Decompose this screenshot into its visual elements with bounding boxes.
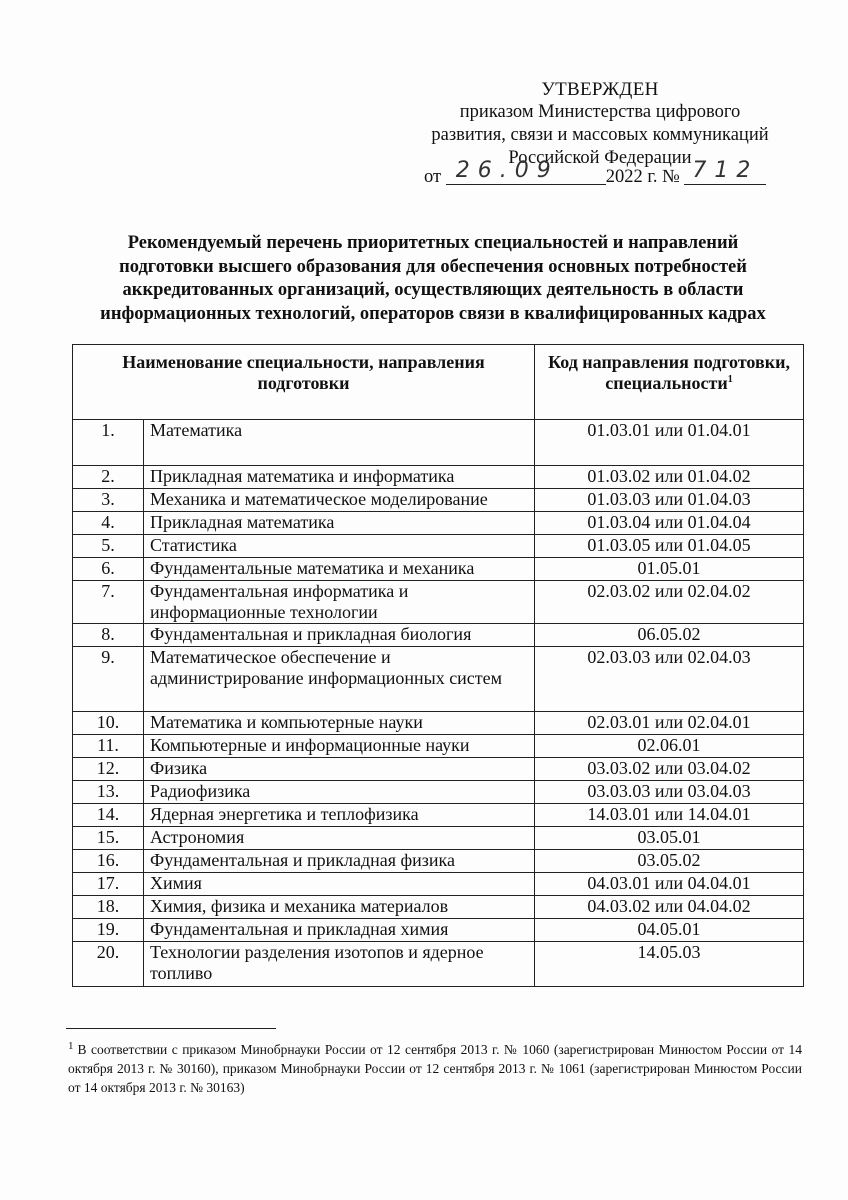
row-number: 3. bbox=[73, 489, 144, 512]
footnote-text: В соответствии с приказом Минобрнауки России от 12 сентября 2013 г. № 1060 (зарегистрирован Минюстом России от 14 октября 2013 г. № 30160), приказом Минобрнауки России от 12 сентября 2013 г. № 1061 (зарегистрирован Минюстом России от 14 октября 2013 г. № 30163) bbox=[68, 1042, 802, 1095]
footnote bbox=[68, 1040, 802, 1097]
table-row bbox=[73, 873, 804, 896]
specialty-code: 14.03.01 или 14.04.01 bbox=[535, 804, 804, 827]
table-row bbox=[73, 558, 804, 581]
table-row bbox=[73, 735, 804, 758]
specialty-name: Прикладная математика bbox=[144, 512, 535, 535]
specialty-code: 03.05.02 bbox=[535, 850, 804, 873]
table-row bbox=[73, 512, 804, 535]
row-number: 10. bbox=[73, 712, 144, 735]
specialty-name: Ядерная энергетика и теплофизика bbox=[144, 804, 535, 827]
specialty-name: Астрономия bbox=[144, 827, 535, 850]
specialty-code: 01.03.04 или 01.04.04 bbox=[535, 512, 804, 535]
table-row bbox=[73, 896, 804, 919]
date-prefix: от bbox=[424, 167, 442, 187]
title-line: подготовки высшего образования для обеспечения основных потребностей bbox=[119, 256, 747, 277]
row-number: 7. bbox=[73, 581, 144, 624]
row-number: 17. bbox=[73, 873, 144, 896]
row-number: 2. bbox=[73, 466, 144, 489]
specialty-name: Технологии разделения изотопов и ядерное топливо bbox=[144, 942, 535, 987]
table-row bbox=[73, 712, 804, 735]
table-row bbox=[73, 827, 804, 850]
specialty-name: Математика bbox=[144, 420, 535, 466]
header-name-text: Наименование специальности, направления подготовки bbox=[122, 352, 485, 393]
handwritten-number: 712 bbox=[692, 158, 759, 183]
row-number: 1. bbox=[73, 420, 144, 466]
specialty-name: Фундаментальная и прикладная физика bbox=[144, 850, 535, 873]
row-number: 9. bbox=[73, 647, 144, 712]
row-number: 6. bbox=[73, 558, 144, 581]
table-row bbox=[73, 758, 804, 781]
table-row bbox=[73, 624, 804, 647]
row-number: 8. bbox=[73, 624, 144, 647]
header-code-footnote-marker: 1 bbox=[727, 374, 733, 385]
footnote-marker: 1 bbox=[68, 1039, 74, 1052]
specialty-name: Химия, физика и механика материалов bbox=[144, 896, 535, 919]
row-number: 16. bbox=[73, 850, 144, 873]
row-number: 12. bbox=[73, 758, 144, 781]
row-number: 4. bbox=[73, 512, 144, 535]
table-row bbox=[73, 804, 804, 827]
title-line: информационных технологий, операторов связи в квалифицированных кадрах bbox=[100, 303, 766, 324]
header-code-cell bbox=[535, 345, 804, 420]
table-row bbox=[73, 781, 804, 804]
specialty-code: 02.03.03 или 02.04.03 bbox=[535, 647, 804, 712]
approval-title: УТВЕРЖДЕН bbox=[541, 79, 659, 100]
table-row bbox=[73, 489, 804, 512]
specialty-code: 02.06.01 bbox=[535, 735, 804, 758]
table-row bbox=[73, 850, 804, 873]
specialty-code: 04.03.02 или 04.04.02 bbox=[535, 896, 804, 919]
specialty-code: 14.05.03 bbox=[535, 942, 804, 987]
specialty-name: Фундаментальная и прикладная химия bbox=[144, 919, 535, 942]
specialty-name: Математическое обеспечение и администрирование информационных систем bbox=[144, 647, 535, 712]
specialty-name: Фундаментальная информатика и информационные технологии bbox=[144, 581, 535, 624]
table-row bbox=[73, 919, 804, 942]
specialty-code: 01.05.01 bbox=[535, 558, 804, 581]
row-number: 18. bbox=[73, 896, 144, 919]
handwritten-date: 26.09 bbox=[455, 158, 559, 183]
specialty-code: 03.03.02 или 03.04.02 bbox=[535, 758, 804, 781]
specialty-code: 06.05.02 bbox=[535, 624, 804, 647]
title-line: аккредитованных организаций, осуществляющих деятельность в области bbox=[122, 280, 744, 300]
row-number: 20. bbox=[73, 942, 144, 987]
specialty-name: Фундаментальные математика и механика bbox=[144, 558, 535, 581]
specialty-code: 02.03.01 или 02.04.01 bbox=[535, 712, 804, 735]
row-number: 13. bbox=[73, 781, 144, 804]
header-name-cell bbox=[73, 345, 535, 420]
header-code-text: Код направления подготовки, специальности bbox=[548, 352, 790, 393]
specialty-code: 01.03.05 или 01.04.05 bbox=[535, 535, 804, 558]
document-title bbox=[60, 232, 806, 326]
specialties-table bbox=[72, 344, 804, 987]
specialty-name: Химия bbox=[144, 873, 535, 896]
number-blank bbox=[684, 158, 766, 185]
table-row bbox=[73, 647, 804, 712]
specialty-name: Компьютерные и информационные науки bbox=[144, 735, 535, 758]
row-number: 11. bbox=[73, 735, 144, 758]
specialty-code: 04.05.01 bbox=[535, 919, 804, 942]
row-number: 5. bbox=[73, 535, 144, 558]
specialty-code: 01.03.02 или 01.04.02 bbox=[535, 466, 804, 489]
row-number: 14. bbox=[73, 804, 144, 827]
table-header-row bbox=[73, 345, 804, 420]
specialty-name: Фундаментальная и прикладная биология bbox=[144, 624, 535, 647]
table-row bbox=[73, 466, 804, 489]
row-number: 19. bbox=[73, 919, 144, 942]
specialty-name: Радиофизика bbox=[144, 781, 535, 804]
specialty-code: 01.03.01 или 01.04.01 bbox=[535, 420, 804, 466]
specialty-name: Математика и компьютерные науки bbox=[144, 712, 535, 735]
table-row bbox=[73, 535, 804, 558]
table-row bbox=[73, 420, 804, 466]
approval-line-1: приказом Министерства цифрового bbox=[459, 102, 741, 122]
specialty-name: Физика bbox=[144, 758, 535, 781]
specialty-name: Механика и математическое моделирование bbox=[144, 489, 535, 512]
specialty-code: 03.05.01 bbox=[535, 827, 804, 850]
row-number: 15. bbox=[73, 827, 144, 850]
specialty-code: 01.03.03 или 01.04.03 bbox=[535, 489, 804, 512]
specialty-code: 04.03.01 или 04.04.01 bbox=[535, 873, 804, 896]
table-row bbox=[73, 581, 804, 624]
footnote-divider bbox=[66, 1028, 276, 1029]
date-suffix: 2022 г. № bbox=[605, 167, 680, 187]
specialty-name: Прикладная математика и информатика bbox=[144, 466, 535, 489]
specialty-name: Статистика bbox=[144, 535, 535, 558]
specialty-code: 02.03.02 или 02.04.02 bbox=[535, 581, 804, 624]
title-line: Рекомендуемый перечень приоритетных специальностей и направлений bbox=[127, 233, 739, 253]
approval-line-2: развития, связи и массовых коммуникаций bbox=[431, 125, 769, 145]
table-row bbox=[73, 942, 804, 987]
specialty-code: 03.03.03 или 03.04.03 bbox=[535, 781, 804, 804]
approval-line-3: Российской Федерации bbox=[508, 148, 692, 168]
date-blank bbox=[446, 158, 606, 185]
table-body bbox=[73, 420, 804, 987]
